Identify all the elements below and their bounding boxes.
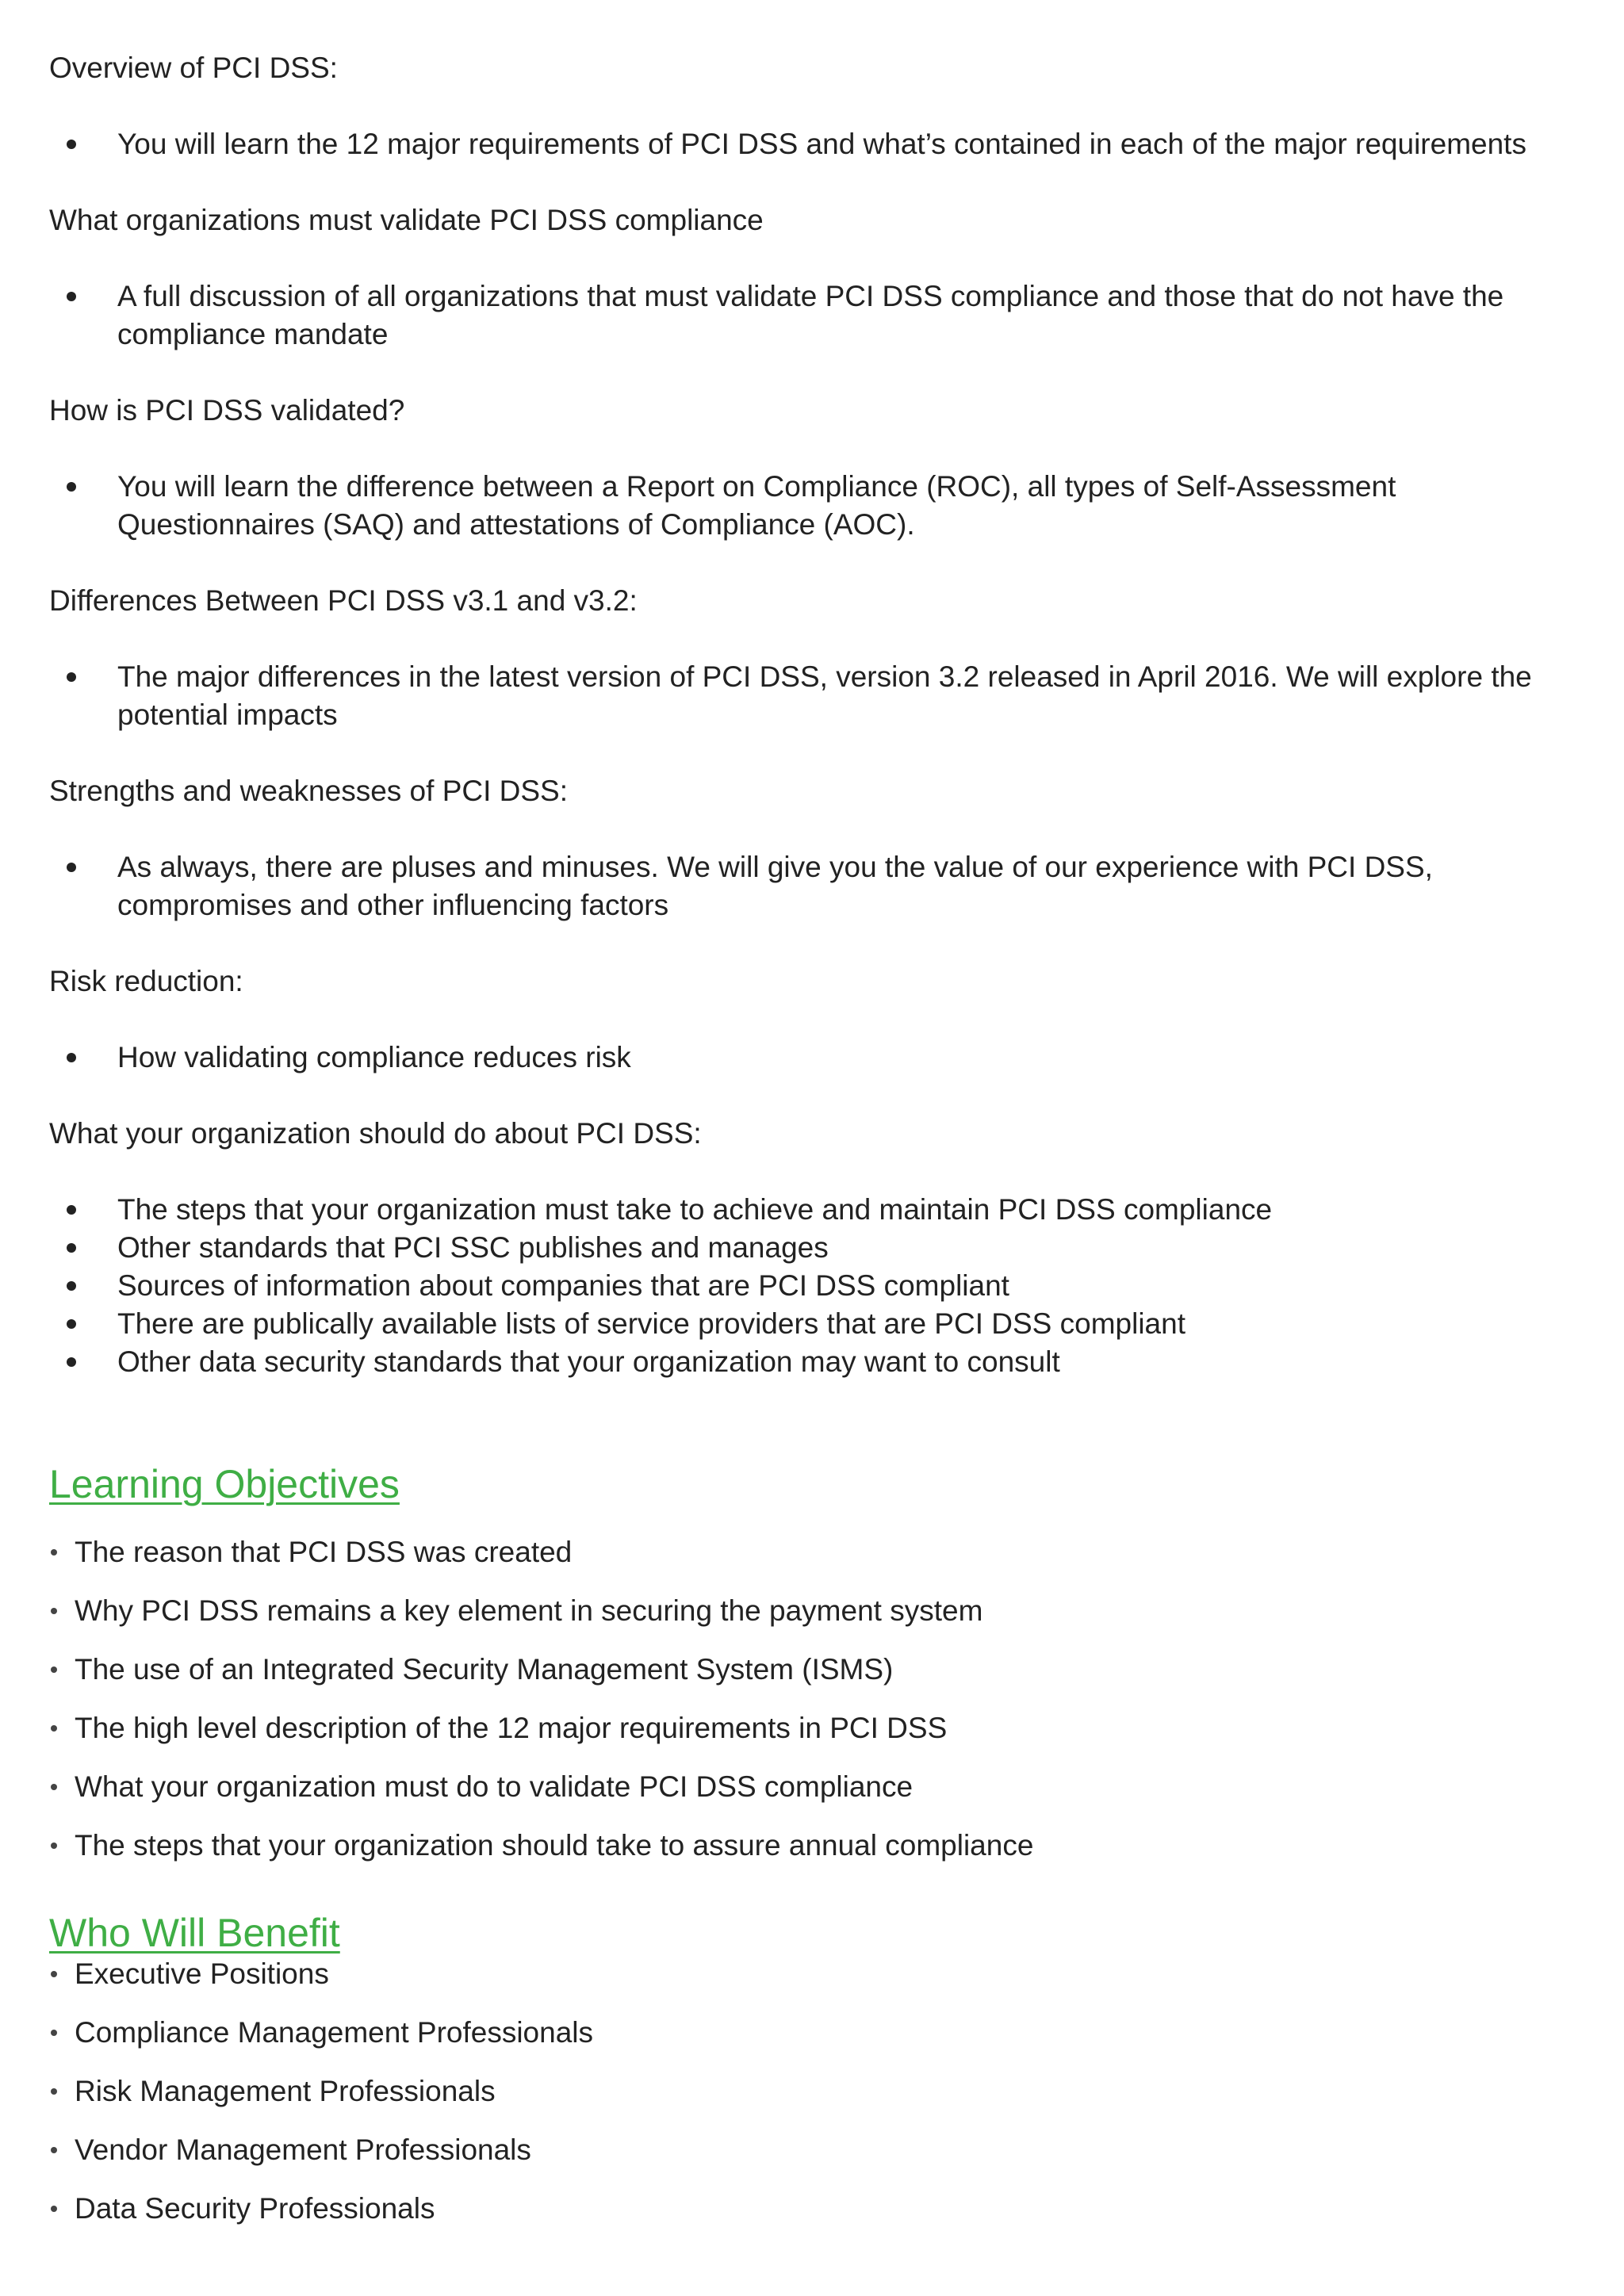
section-overview <box>49 49 1595 163</box>
section-differences <box>49 582 1595 734</box>
list-item: Other standards that PCI SSC publishes and manages <box>49 1229 1595 1267</box>
list-item: Executive Positions <box>49 1955 1595 2014</box>
list-item: How validating compliance reduces risk <box>49 1039 1595 1077</box>
list-item: Compliance Management Professionals <box>49 2014 1595 2072</box>
bullet-icon <box>67 482 76 492</box>
list-item: What your organization must do to validate PCI DSS compliance <box>49 1768 1595 1827</box>
bullet-icon <box>51 2088 57 2095</box>
list-item: The reason that PCI DSS was created <box>49 1533 1595 1592</box>
list-item: There are publically available lists of service providers that are PCI DSS compliant <box>49 1305 1595 1343</box>
learning-objectives-section <box>49 1460 1595 1885</box>
bullet-list <box>49 125 1595 163</box>
bullet-icon <box>51 1608 57 1614</box>
bullet-list <box>49 277 1595 354</box>
list-item: Vendor Management Professionals <box>49 2131 1595 2190</box>
bullet-icon <box>51 2206 57 2212</box>
who-will-benefit-section <box>49 1909 1595 2248</box>
bullet-list <box>49 468 1595 544</box>
section-heading: Differences Between PCI DSS v3.1 and v3.2: <box>49 584 638 617</box>
section-risk-reduction <box>49 962 1595 1077</box>
list-item: You will learn the 12 major requirements of PCI DSS and what’s contained in each of the major requirements <box>49 125 1595 163</box>
list-item: Data Security Professionals <box>49 2190 1595 2248</box>
learning-objectives-heading: Learning Objectives <box>49 1462 400 1506</box>
bullet-icon <box>51 2147 57 2153</box>
bullet-icon <box>51 1549 57 1556</box>
document-page <box>49 49 1595 2248</box>
who-will-benefit-list <box>49 1955 1595 2248</box>
bullet-icon <box>51 1971 57 1977</box>
section-heading: What your organization should do about PCI DSS: <box>49 1117 702 1150</box>
list-item: The use of an Integrated Security Management System (ISMS) <box>49 1651 1595 1709</box>
bullet-icon <box>51 2030 57 2036</box>
learning-objectives-list <box>49 1533 1595 1885</box>
bullet-list <box>49 1191 1595 1381</box>
section-heading: What organizations must validate PCI DSS compliance <box>49 204 764 236</box>
list-item: As always, there are pluses and minuses. We will give you the value of our experience with PCI DSS, compromises and other influencing factors <box>49 848 1595 924</box>
bullet-list <box>49 848 1595 924</box>
section-validation <box>49 392 1595 544</box>
who-will-benefit-heading: Who Will Benefit <box>49 1911 340 1955</box>
section-what-to-do <box>49 1115 1595 1381</box>
bullet-icon <box>67 672 76 682</box>
list-item: The steps that your organization should take to assure annual compliance <box>49 1827 1595 1885</box>
section-heading: Overview of PCI DSS: <box>49 52 338 84</box>
list-item: The high level description of the 12 major requirements in PCI DSS <box>49 1709 1595 1768</box>
section-strengths <box>49 772 1595 924</box>
bullet-icon <box>67 1357 76 1367</box>
bullet-icon <box>67 1205 76 1215</box>
list-item: Risk Management Professionals <box>49 2072 1595 2131</box>
bullet-icon <box>67 140 76 149</box>
bullet-icon <box>67 292 76 301</box>
list-item: The steps that your organization must take to achieve and maintain PCI DSS compliance <box>49 1191 1595 1229</box>
bullet-icon <box>51 1784 57 1790</box>
bullet-icon <box>67 1053 76 1062</box>
bullet-icon <box>67 863 76 872</box>
bullet-icon <box>51 1725 57 1732</box>
list-item: A full discussion of all organizations that must validate PCI DSS compliance and those that do not have the compliance mandate <box>49 277 1595 354</box>
bullet-icon <box>67 1243 76 1253</box>
section-heading: How is PCI DSS validated? <box>49 394 405 427</box>
list-item: You will learn the difference between a Report on Compliance (ROC), all types of Self-Assessment Questionnaires (SAQ) and attestations of Compliance (AOC). <box>49 468 1595 544</box>
bullet-icon <box>67 1319 76 1329</box>
list-item: Why PCI DSS remains a key element in securing the payment system <box>49 1592 1595 1651</box>
list-item: Other data security standards that your organization may want to consult <box>49 1343 1595 1381</box>
bullet-list <box>49 658 1595 734</box>
bullet-list <box>49 1039 1595 1077</box>
bullet-icon <box>67 1281 76 1291</box>
list-item: Sources of information about companies that are PCI DSS compliant <box>49 1267 1595 1305</box>
list-item: The major differences in the latest version of PCI DSS, version 3.2 released in April 2016. We will explore the potential impacts <box>49 658 1595 734</box>
section-heading: Strengths and weaknesses of PCI DSS: <box>49 775 569 807</box>
bullet-icon <box>51 1843 57 1849</box>
section-heading: Risk reduction: <box>49 965 243 997</box>
section-organizations <box>49 201 1595 354</box>
bullet-icon <box>51 1667 57 1673</box>
